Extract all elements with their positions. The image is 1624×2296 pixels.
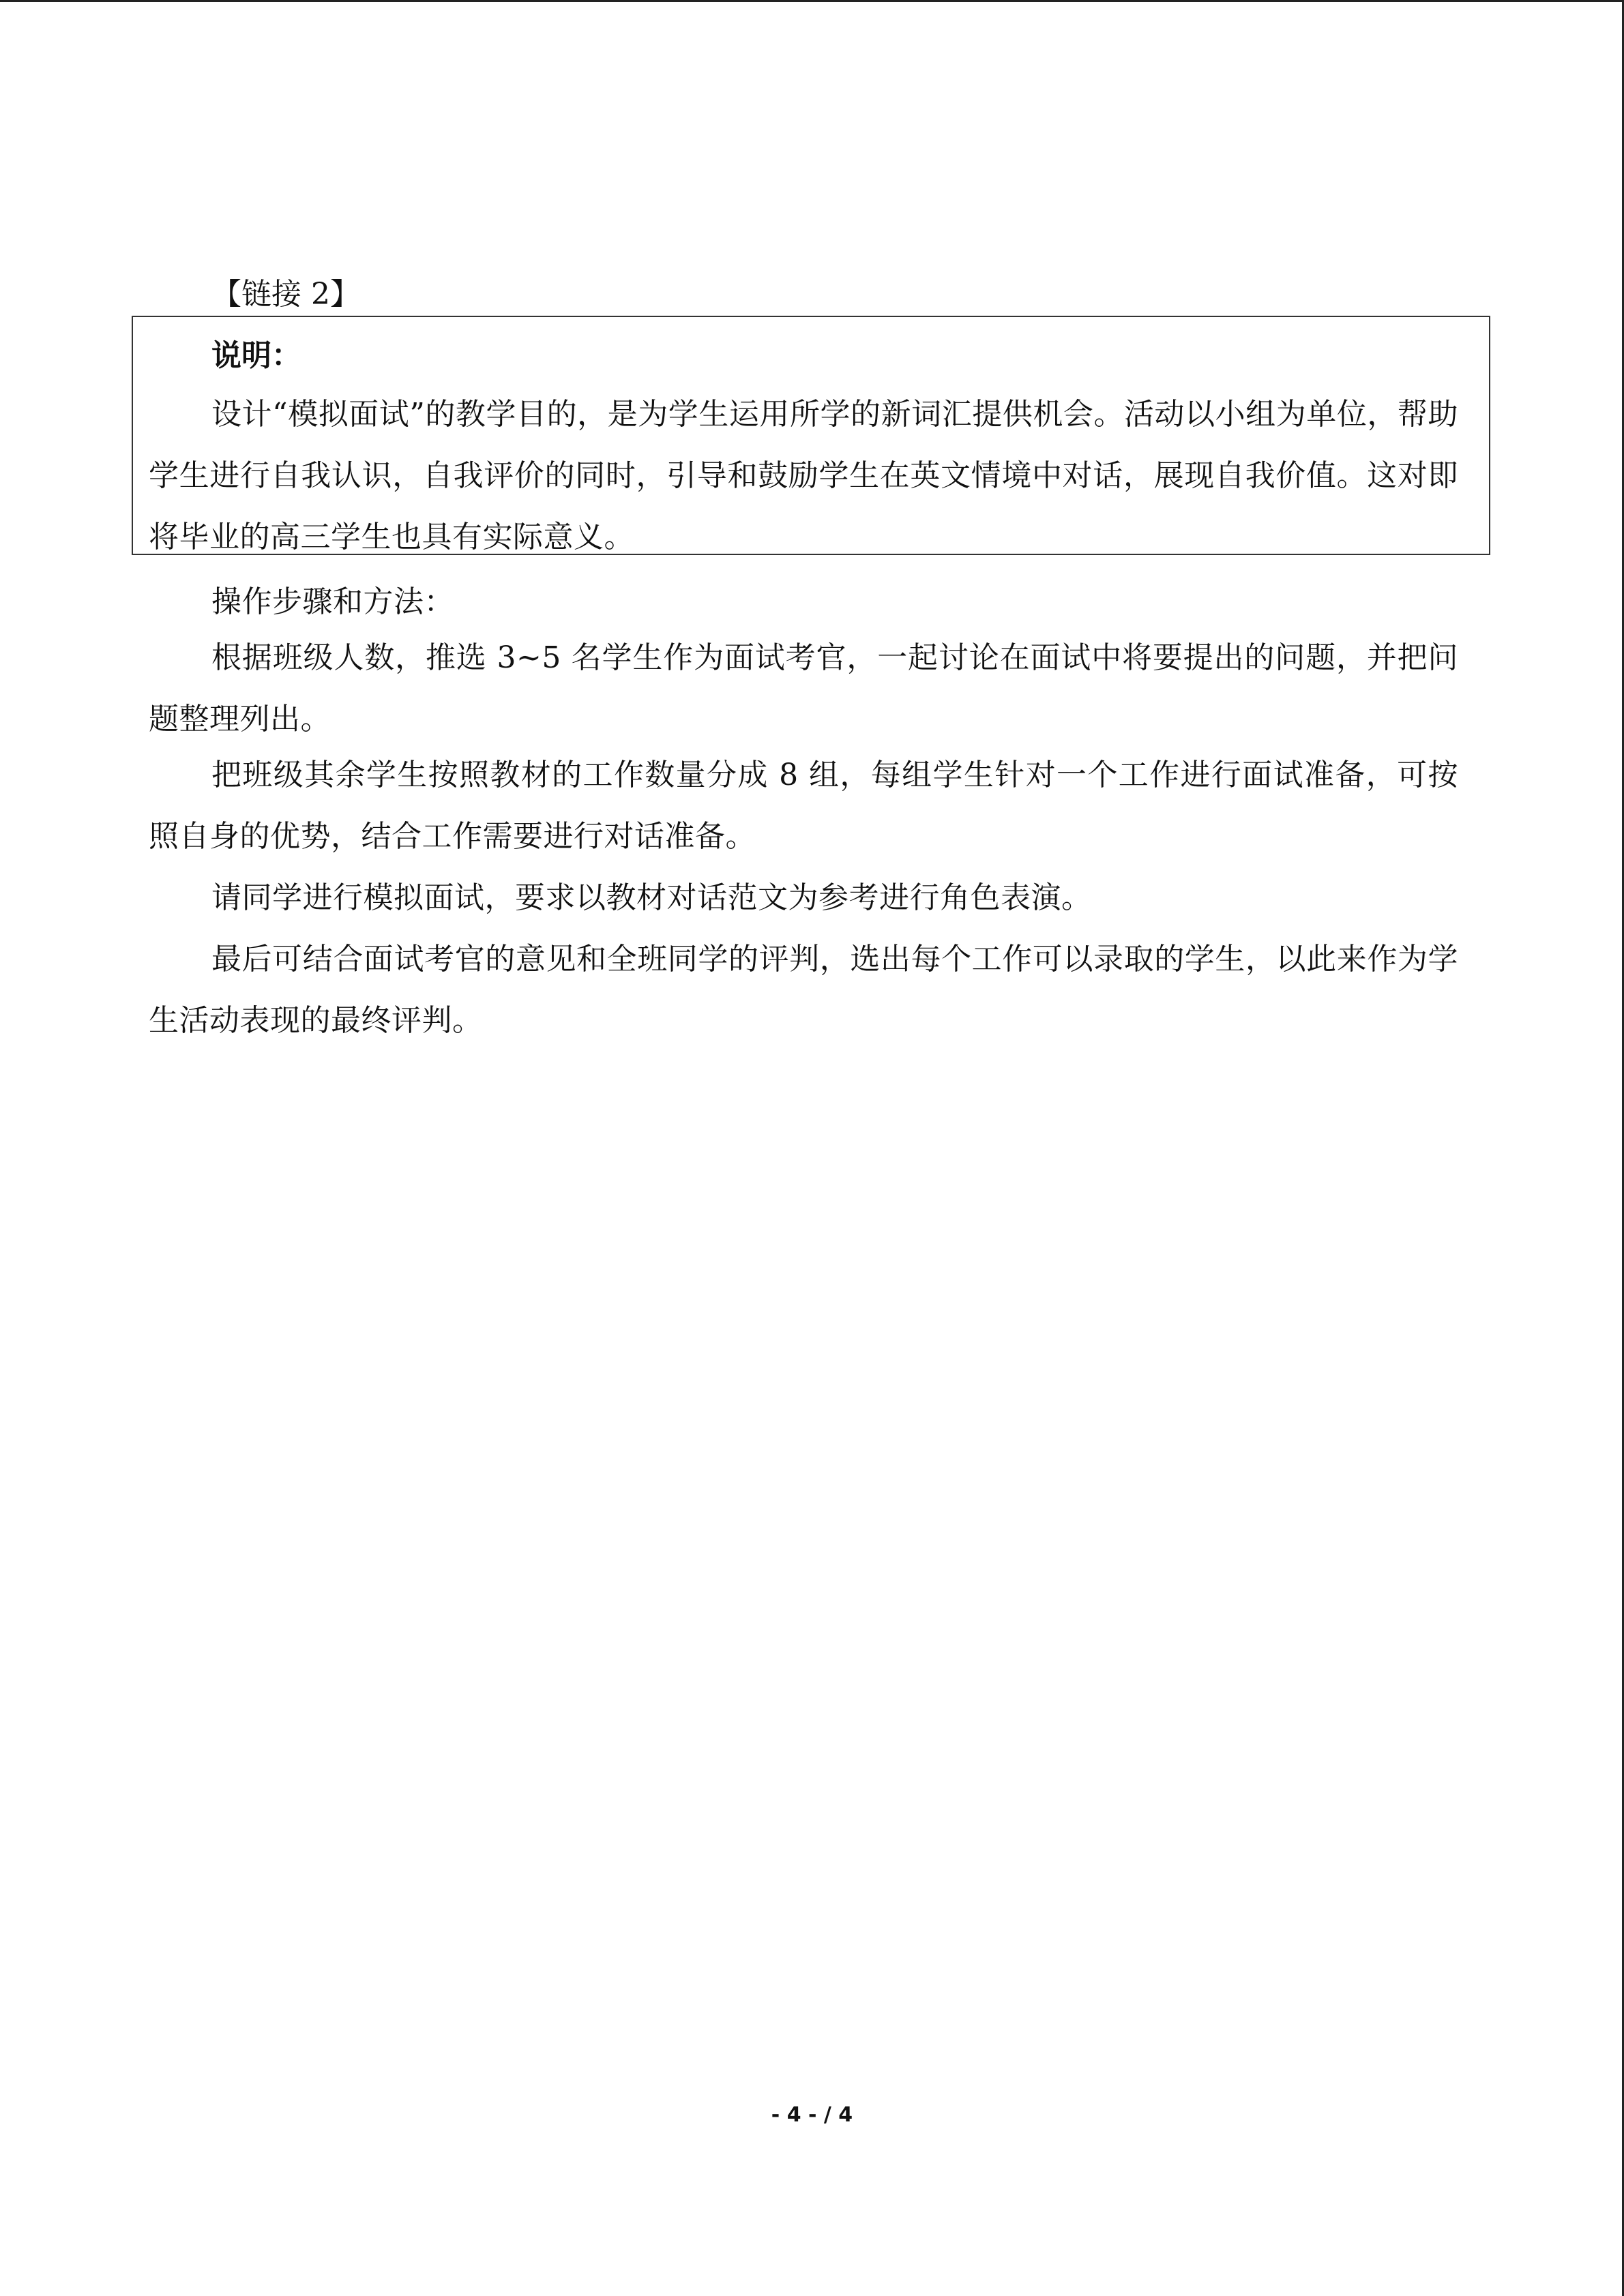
step-paragraph-4: 最后可结合面试考官的意见和全班同学的评判，选出每个工作可以录取的学生，以此来作为学生活动表现的最终评判。 (149, 942, 1458, 1038)
step-paragraph-1: 根据班级人数，推选 3~5 名学生作为面试考官，一起讨论在面试中将要提出的问题，并把问题整理列出。 (149, 640, 1458, 736)
note-paragraph: 设计“模拟面试”的教学目的，是为学生运用所学的新词汇提供机会。活动以小组为单位，帮助学生进行自我认识，自我评价的同时，引导和鼓励学生在英文情境中对话，展现自我价值。这对即将毕业的高三学生也具有实际意义。 (149, 397, 1458, 554)
step-paragraph-3: 请同学进行模拟面试，要求以教材对话范文为参考进行角色表演。 (211, 880, 1092, 915)
page-number-footer: - 4 - / 4 (771, 2103, 853, 2127)
page-top-border (0, 0, 1624, 2)
link-heading: 【链接 2】 (211, 277, 360, 312)
step-paragraph-2: 把班级其余学生按照教材的工作数量分成 8 组，每组学生针对一个工作进行面试准备，可按照自身的优势，结合工作需要进行对话准备。 (149, 758, 1458, 854)
steps-heading: 操作步骤和方法： (211, 584, 454, 619)
note-title: 说明： (211, 338, 301, 373)
